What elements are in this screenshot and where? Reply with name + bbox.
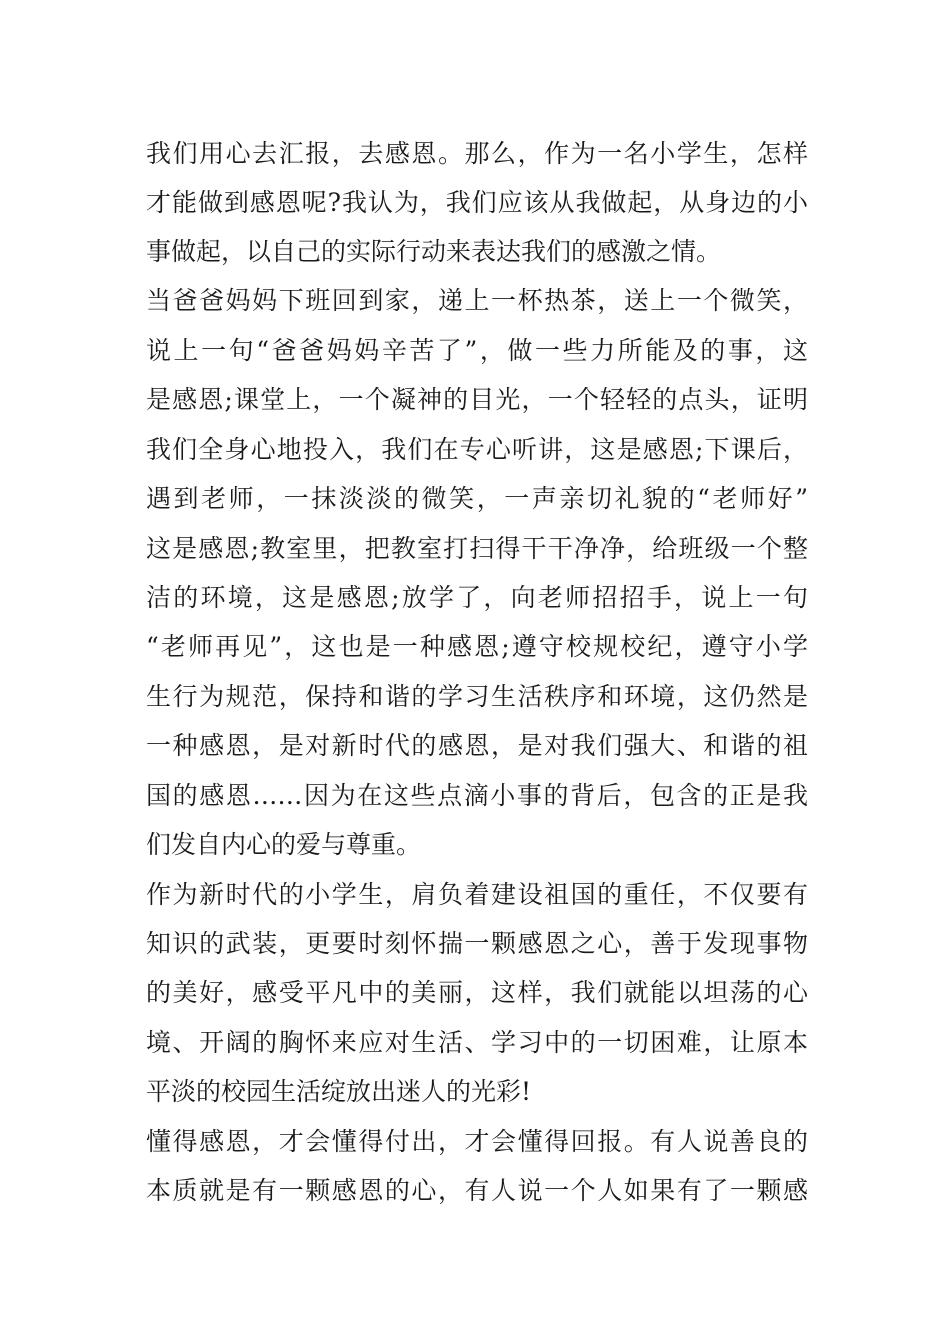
text-line: 知识的武装，更要时刻怀揣一颗感恩之心，善于发现事物 <box>146 929 808 958</box>
text-line: “老师再见”，这也是一种感恩;遵守校规校纪，遵守小学 <box>146 632 808 661</box>
text-line: 遇到老师，一抹淡淡的微笑，一声亲切礼貌的“老师好” <box>146 484 808 513</box>
text-line: 才能做到感恩呢?我认为，我们应该从我做起，从身边的小 <box>146 188 808 217</box>
text-line: 是感恩;课堂上，一个凝神的目光，一个轻轻的点头，证明 <box>146 385 808 414</box>
text-line: 生行为规范，保持和谐的学习生活秩序和环境，这仍然是 <box>146 682 808 711</box>
text-line: 一种感恩，是对新时代的感恩，是对我们强大、和谐的祖 <box>146 731 808 760</box>
text-line: 我们用心去汇报，去感恩。那么，作为一名小学生，怎样 <box>146 139 808 168</box>
text-line: 平淡的校园生活绽放出迷人的光彩! <box>146 1077 532 1106</box>
text-line: 这是感恩;教室里，把教室打扫得干干净净，给班级一个整 <box>146 534 808 563</box>
text-line: 境、开阔的胸怀来应对生活、学习中的一切困难，让原本 <box>146 1028 808 1057</box>
text-line: 洁的环境，这是感恩;放学了，向老师招招手，说上一句 <box>146 583 808 612</box>
text-line: 作为新时代的小学生，肩负着建设祖国的重任，不仅要有 <box>146 880 808 909</box>
text-line: 们发自内心的爱与尊重。 <box>146 830 422 859</box>
text-line: 说上一句“爸爸妈妈辛苦了”，做一些力所能及的事，这 <box>146 336 808 365</box>
text-line: 懂得感恩，才会懂得付出，才会懂得回报。有人说善良的 <box>146 1127 808 1156</box>
text-line: 的美好，感受平凡中的美丽，这样，我们就能以坦荡的心 <box>146 978 808 1007</box>
text-line: 当爸爸妈妈下班回到家，递上一杯热茶，送上一个微笑， <box>146 286 808 315</box>
text-line: 本质就是有一颗感恩的心，有人说一个人如果有了一颗感 <box>146 1176 808 1205</box>
text-line: 事做起，以自己的实际行动来表达我们的感激之情。 <box>146 237 722 266</box>
text-line: 我们全身心地投入，我们在专心听讲，这是感恩;下课后， <box>146 435 808 464</box>
text-line: 国的感恩……因为在这些点滴小事的背后，包含的正是我 <box>146 781 808 810</box>
